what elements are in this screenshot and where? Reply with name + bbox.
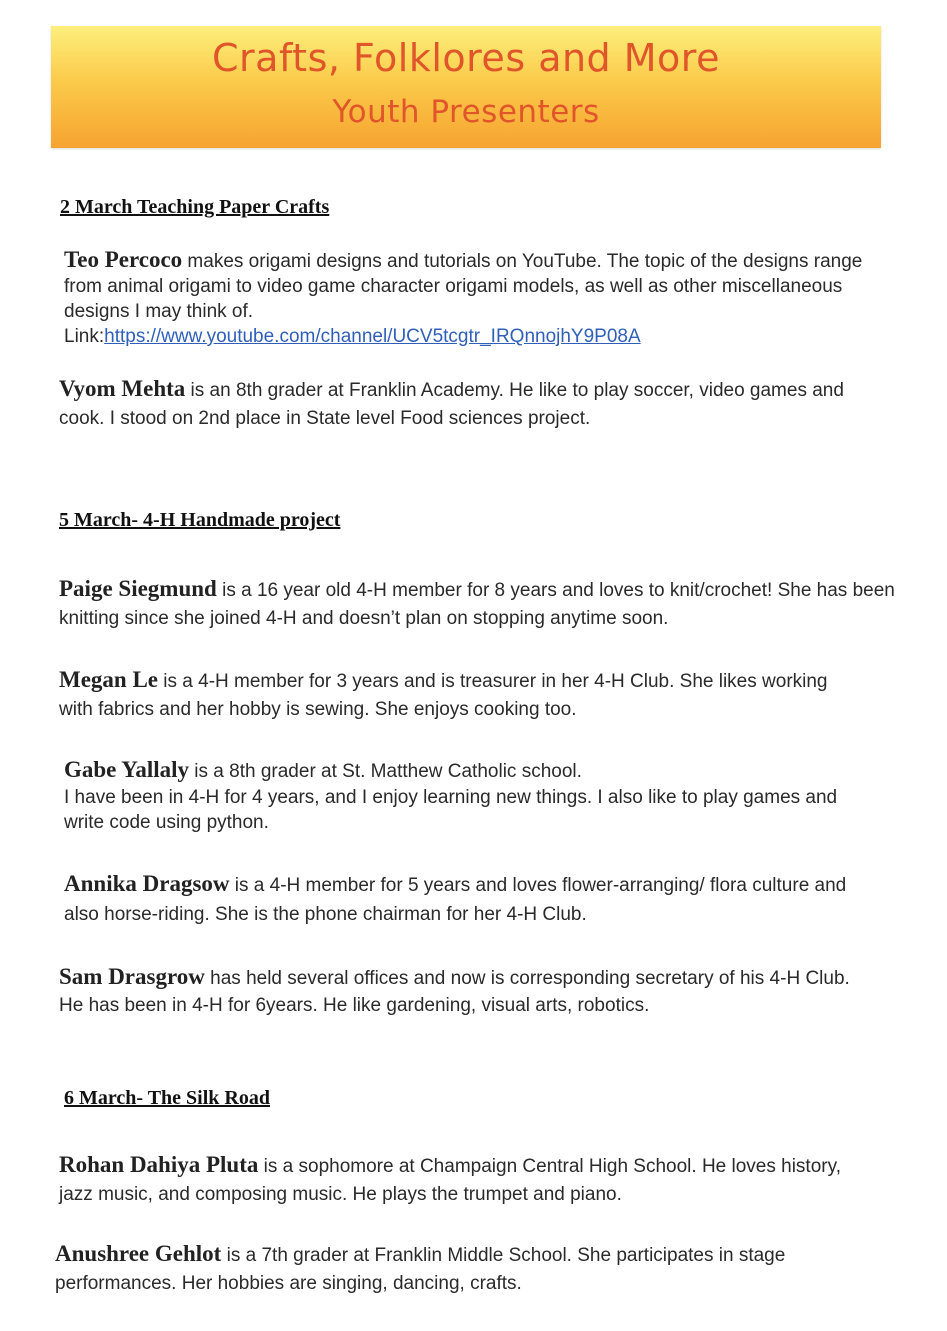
presenter-name: Sam Drasgrow [59,964,205,989]
presenter-entry-anushree-gehlot [55,1240,855,1298]
presenter-bio: is a 8th grader at St. Matthew Catholic school. [189,761,582,782]
presenter-bio: is a 4-H member for 3 years and is treasurer in her 4-H Club. She likes working with fabrics and her hobby is sewing. She enjoys cooking too. [59,671,828,720]
presenter-bio: has held several offices and now is corresponding secretary of his 4-H Club. He has been in 4-H for 6years. He like gardening, visual arts, robotics. [59,968,850,1016]
presenter-bio: makes origami designs and tutorials on YouTube. The topic of the designs range from animal origami to video game character origami models, as well as other miscellaneous designs I may think of. [64,251,863,322]
presenter-bio: is a 7th grader at Franklin Middle School. She participates in stage performances. Her hobbies are singing, dancing, crafts. [55,1245,786,1294]
presenter-name: Teo Percoco [64,247,183,272]
presenter-entry-teo-percoco [64,247,894,349]
presenter-bio: is a sophomore at Champaign Central High School. He loves history, jazz music, and composing music. He plays the trumpet and piano. [59,1156,841,1205]
youtube-channel-link[interactable]: https://www.youtube.com/channel/UCV5tcgtr_IRQnnojhY9P08A [104,326,641,347]
presenter-entry-annika-dragsow [64,869,864,929]
section-heading-2-march: 2 March Teaching Paper Crafts [60,196,330,218]
banner-title: Crafts, Folklores and More [212,36,720,80]
presenter-name: Anushree Gehlot [55,1241,222,1266]
presenter-name: Annika Dragsow [64,871,230,896]
presenter-bio-continued: I have been in 4-H for 4 years, and I enjoy learning new things. I also like to play games and write code using python. [64,787,838,833]
presenter-bio: is an 8th grader at Franklin Academy. He like to play soccer, video games and cook. I stood on 2nd place in State level Food sciences project. [59,380,844,429]
banner-subtitle: Youth Presenters [332,94,600,130]
link-label: Link: [64,326,105,347]
presenter-name: Rohan Dahiya Pluta [59,1152,259,1177]
presenter-name: Paige Siegmund [59,576,217,601]
section-heading-5-march: 5 March- 4-H Handmade project [59,509,341,531]
presenter-name: Vyom Mehta [59,376,186,401]
presenter-entry-vyom-mehta [59,375,859,433]
presenter-name: Megan Le [59,667,159,692]
presenter-bio: is a 16 year old 4-H member for 8 years and loves to knit/crochet! She has been knitting since she joined 4-H and doesn’t plan on stopping anytime soon. [59,580,895,629]
presenter-bio: is a 4-H member for 5 years and loves flower-arranging/ flora culture and also horse-riding. She is the phone chairman for her 4-H Club. [64,875,847,925]
presenter-entry-megan-le [59,666,859,724]
presenter-entry-rohan-dahiya-pluta [59,1151,849,1209]
presenter-entry-paige-siegmund [59,575,899,633]
title-banner [51,26,881,148]
presenter-name: Gabe Yallaly [64,757,190,782]
section-heading-6-march: 6 March- The Silk Road [64,1087,270,1109]
presenter-entry-gabe-yallaly [64,756,854,836]
presenter-entry-sam-drasgrow [59,963,879,1019]
